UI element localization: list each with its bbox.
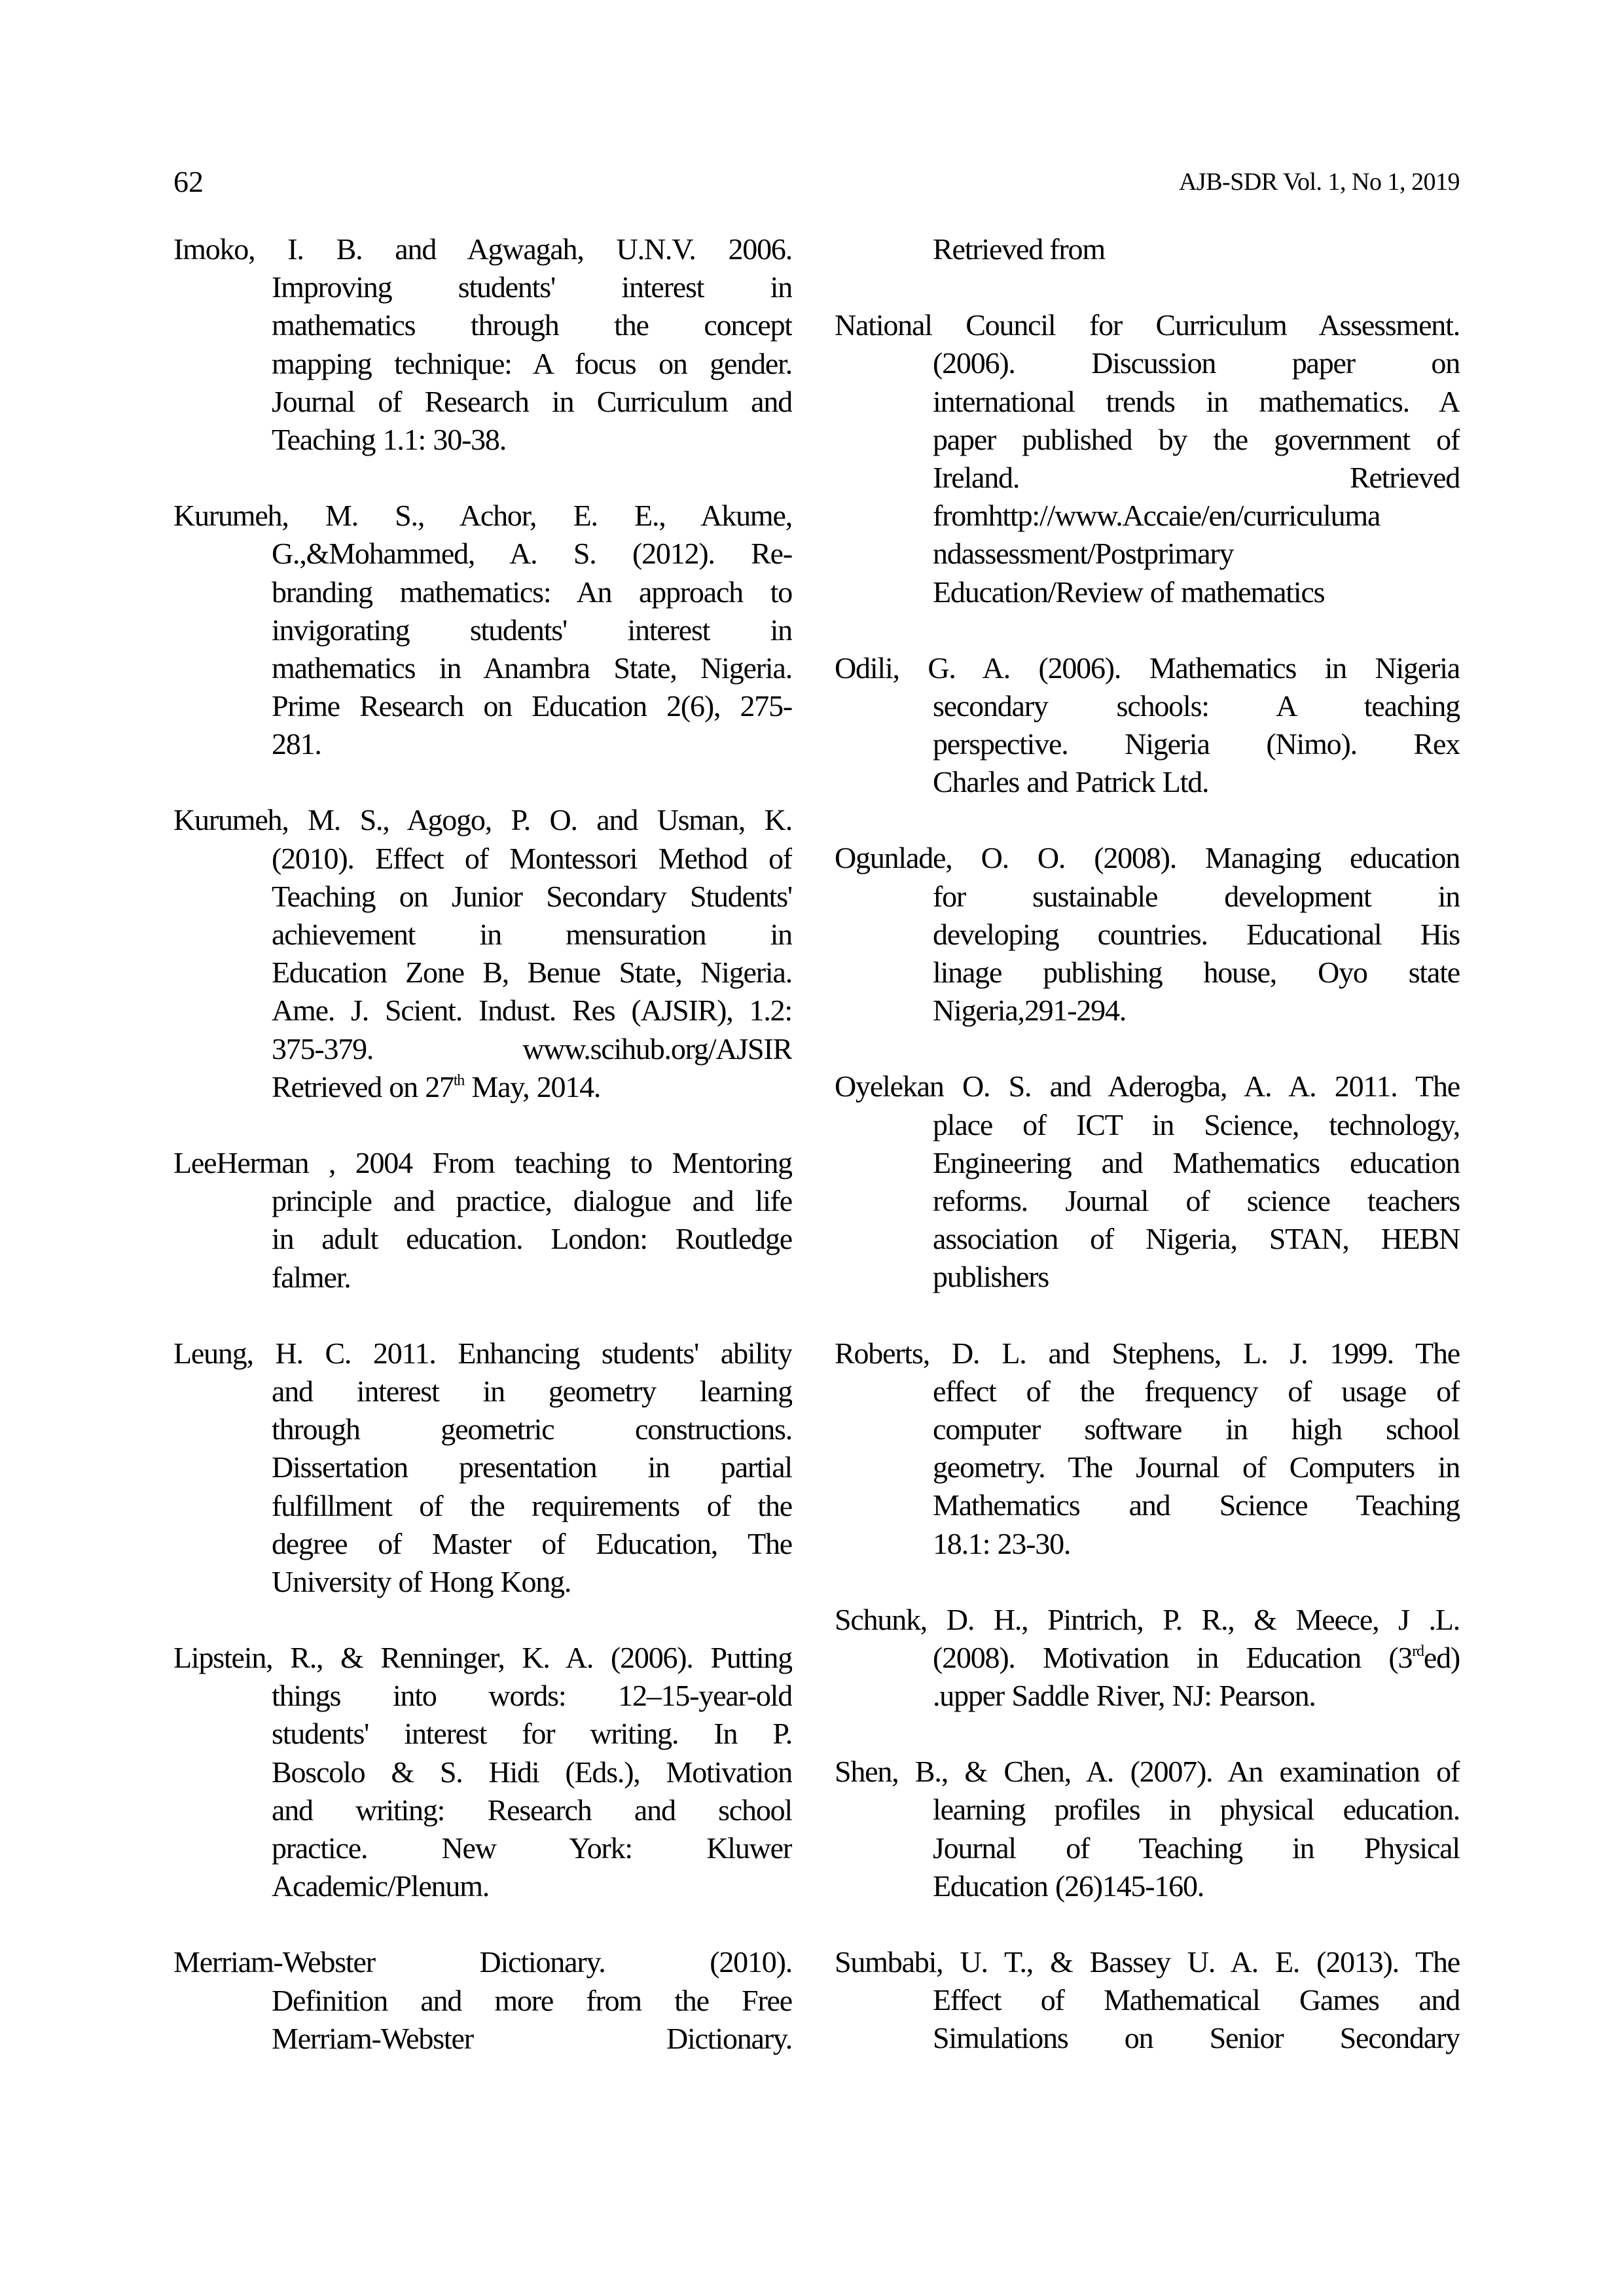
reference-entry-sumbabi — [835, 1943, 1460, 2058]
reference-line: international trends in mathematics. A — [933, 384, 1460, 418]
reference-line: Shen, B., & Chen, A. (2007). An examination of — [835, 1755, 1460, 1789]
reference-line: University of Hong Kong. — [272, 1564, 571, 1598]
reference-entry-roberts — [835, 1335, 1460, 1563]
page-number: 62 — [173, 165, 204, 198]
reference-entry-ncca — [835, 306, 1460, 611]
reference-line: reforms. Journal of science teachers — [933, 1184, 1460, 1217]
reference-line: 281. — [272, 727, 321, 761]
reference-line: geometry. The Journal of Computers in — [933, 1450, 1460, 1484]
reference-line: (2010). Effect of Montessori Method of — [272, 841, 792, 875]
reference-line: practice. New York: Kluwer — [272, 1831, 792, 1865]
reference-line: and interest in geometry learning — [272, 1374, 792, 1408]
reference-line: Retrieved on 27th May, 2014. — [272, 1069, 601, 1103]
reference-entry-ogunlade — [835, 839, 1460, 1030]
reference-line: National Council for Curriculum Assessment. — [835, 308, 1460, 342]
reference-line: Definition and more from the Free — [272, 1983, 792, 2017]
reference-line: Education (26)145-160. — [933, 1869, 1204, 1903]
reference-line: perspective. Nigeria (Nimo). Rex — [933, 727, 1460, 761]
reference-line: for sustainable development in — [933, 879, 1460, 913]
reference-line: Ame. J. Scient. Indust. Res (AJSIR), 1.2: — [272, 994, 792, 1028]
reference-line-url: 375-379. www.scihub.org/AJSIR — [272, 1031, 792, 1066]
reference-line: Mathematics and Science Teaching — [933, 1488, 1460, 1522]
reference-line: association of Nigeria, STAN, HEBN — [933, 1222, 1460, 1256]
reference-line-url: fromhttp://www.Accaie/en/curriculuma — [933, 499, 1380, 533]
reference-line: computer software in high school — [933, 1412, 1460, 1446]
reference-line: Dissertation presentation in partial — [272, 1450, 792, 1484]
reference-line: mathematics in Anambra State, Nigeria. — [272, 651, 792, 685]
reference-line: Odili, G. A. (2006). Mathematics in Nigeria — [835, 651, 1460, 685]
reference-line: place of ICT in Science, technology, — [933, 1107, 1460, 1141]
reference-line: achievement in mensuration in — [272, 918, 792, 952]
reference-line: Teaching on Junior Secondary Students' — [272, 879, 792, 913]
reference-line: Charles and Patrick Ltd. — [933, 765, 1209, 799]
reference-entry-kurumeh-2010 — [173, 801, 792, 1106]
reference-line: Merriam-Webster Dictionary. (2010). — [173, 1945, 792, 1979]
reference-line: Improving students' interest in — [272, 270, 792, 304]
reference-line: (2006). Discussion paper on — [933, 346, 1460, 380]
reference-entry-merriam-webster — [173, 1943, 792, 2058]
reference-line: linage publishing house, Oyo state — [933, 956, 1460, 990]
reference-line: G.,&Mohammed, A. S. (2012). Re- — [272, 537, 792, 571]
reference-line: Journal of Teaching in Physical — [933, 1831, 1460, 1865]
reference-entry-leeherman — [173, 1144, 792, 1297]
reference-line: students' interest for writing. In P. — [272, 1717, 792, 1751]
reference-line: Merriam-Webster Dictionary. — [272, 2021, 792, 2055]
reference-line: Kurumeh, M. S., Agogo, P. O. and Usman, K. — [173, 803, 792, 837]
reference-line: publishers — [933, 1260, 1049, 1294]
reference-line: Lipstein, R., & Renninger, K. A. (2006). Putting — [173, 1641, 792, 1675]
reference-line: Retrieved from — [933, 232, 1105, 266]
reference-entry-lipstein — [173, 1639, 792, 1905]
reference-line: Ogunlade, O. O. (2008). Managing education — [835, 841, 1460, 875]
reference-entry-schunk — [835, 1601, 1460, 1715]
journal-running-head: AJB-SDR Vol. 1, No 1, 2019 — [1178, 168, 1460, 196]
reference-line: Schunk, D. H., Pintrich, P. R., & Meece, J .L. — [835, 1602, 1460, 1636]
reference-entry-kurumeh-2012 — [173, 497, 792, 763]
reference-line: effect of the frequency of usage of — [933, 1374, 1460, 1408]
reference-line: invigorating students' interest in — [272, 613, 792, 647]
reference-line: Kurumeh, M. S., Achor, E. E., Akume, — [173, 499, 792, 533]
reference-line: Simulations on Senior Secondary — [933, 2021, 1460, 2055]
reference-line: Roberts, D. L. and Stephens, L. J. 1999. The — [835, 1336, 1460, 1370]
references-column-right — [835, 230, 1460, 2096]
reference-line: paper published by the government of — [933, 422, 1460, 456]
reference-line: .upper Saddle River, NJ: Pearson. — [933, 1679, 1316, 1713]
page-header — [173, 162, 1460, 202]
reference-entry-oyelekan — [835, 1067, 1460, 1296]
reference-entry-odili — [835, 649, 1460, 802]
reference-line: Ireland. Retrieved — [933, 460, 1460, 494]
reference-line: Nigeria,291-294. — [933, 994, 1127, 1028]
reference-line: things into words: 12–15-year-old — [272, 1679, 792, 1713]
reference-line: through geometric constructions. — [272, 1412, 792, 1446]
reference-line-url: Education/Review of mathematics — [933, 575, 1325, 609]
reference-line: falmer. — [272, 1260, 351, 1294]
reference-line: in adult education. London: Routledge — [272, 1222, 792, 1256]
reference-line: Prime Research on Education 2(6), 275- — [272, 689, 792, 723]
reference-line: Teaching 1.1: 30-38. — [272, 422, 507, 456]
reference-line: secondary schools: A teaching — [933, 689, 1460, 723]
reference-line-url: ndassessment/Postprimary — [933, 537, 1234, 571]
superscript-ordinal: rd — [1412, 1642, 1424, 1660]
reference-entry-leung — [173, 1335, 792, 1601]
reference-line: Academic/Plenum. — [272, 1869, 490, 1903]
reference-line: learning profiles in physical education. — [933, 1793, 1460, 1827]
reference-line: Education Zone B, Benue State, Nigeria. — [272, 956, 792, 990]
reference-entry-imoko — [173, 230, 792, 459]
reference-line: Sumbabi, U. T., & Bassey U. A. E. (2013). The — [835, 1945, 1460, 1979]
reference-line: (2008). Motivation in Education (3rded) — [933, 1640, 1460, 1674]
reference-line: Boscolo & S. Hidi (Eds.), Motivation — [272, 1755, 792, 1789]
reference-line: Effect of Mathematical Games and — [933, 1983, 1460, 2017]
reference-line: Imoko, I. B. and Agwagah, U.N.V. 2006. — [173, 232, 792, 266]
reference-line: Journal of Research in Curriculum and — [272, 384, 792, 418]
reference-line: degree of Master of Education, The — [272, 1526, 792, 1560]
reference-line: mathematics through the concept — [272, 308, 792, 342]
references-column-left — [173, 230, 792, 2096]
reference-line: and writing: Research and school — [272, 1793, 792, 1827]
superscript-ordinal: th — [453, 1071, 465, 1089]
reference-line: developing countries. Educational His — [933, 917, 1460, 951]
reference-line: LeeHerman , 2004 From teaching to Mentoring — [173, 1145, 792, 1179]
reference-line: fulfillment of the requirements of the — [272, 1488, 792, 1522]
reference-line: 18.1: 23-30. — [933, 1526, 1071, 1560]
reference-line: Leung, H. C. 2011. Enhancing students' ability — [173, 1336, 792, 1370]
reference-line: principle and practice, dialogue and life — [272, 1184, 792, 1218]
reference-line: Engineering and Mathematics education — [933, 1145, 1460, 1179]
reference-line: Oyelekan O. S. and Aderogba, A. A. 2011. The — [835, 1069, 1460, 1103]
reference-line: mapping technique: A focus on gender. — [272, 346, 792, 380]
reference-entry-shen — [835, 1753, 1460, 1905]
reference-line: branding mathematics: An approach to — [272, 575, 792, 609]
reference-continuation — [835, 230, 1460, 268]
